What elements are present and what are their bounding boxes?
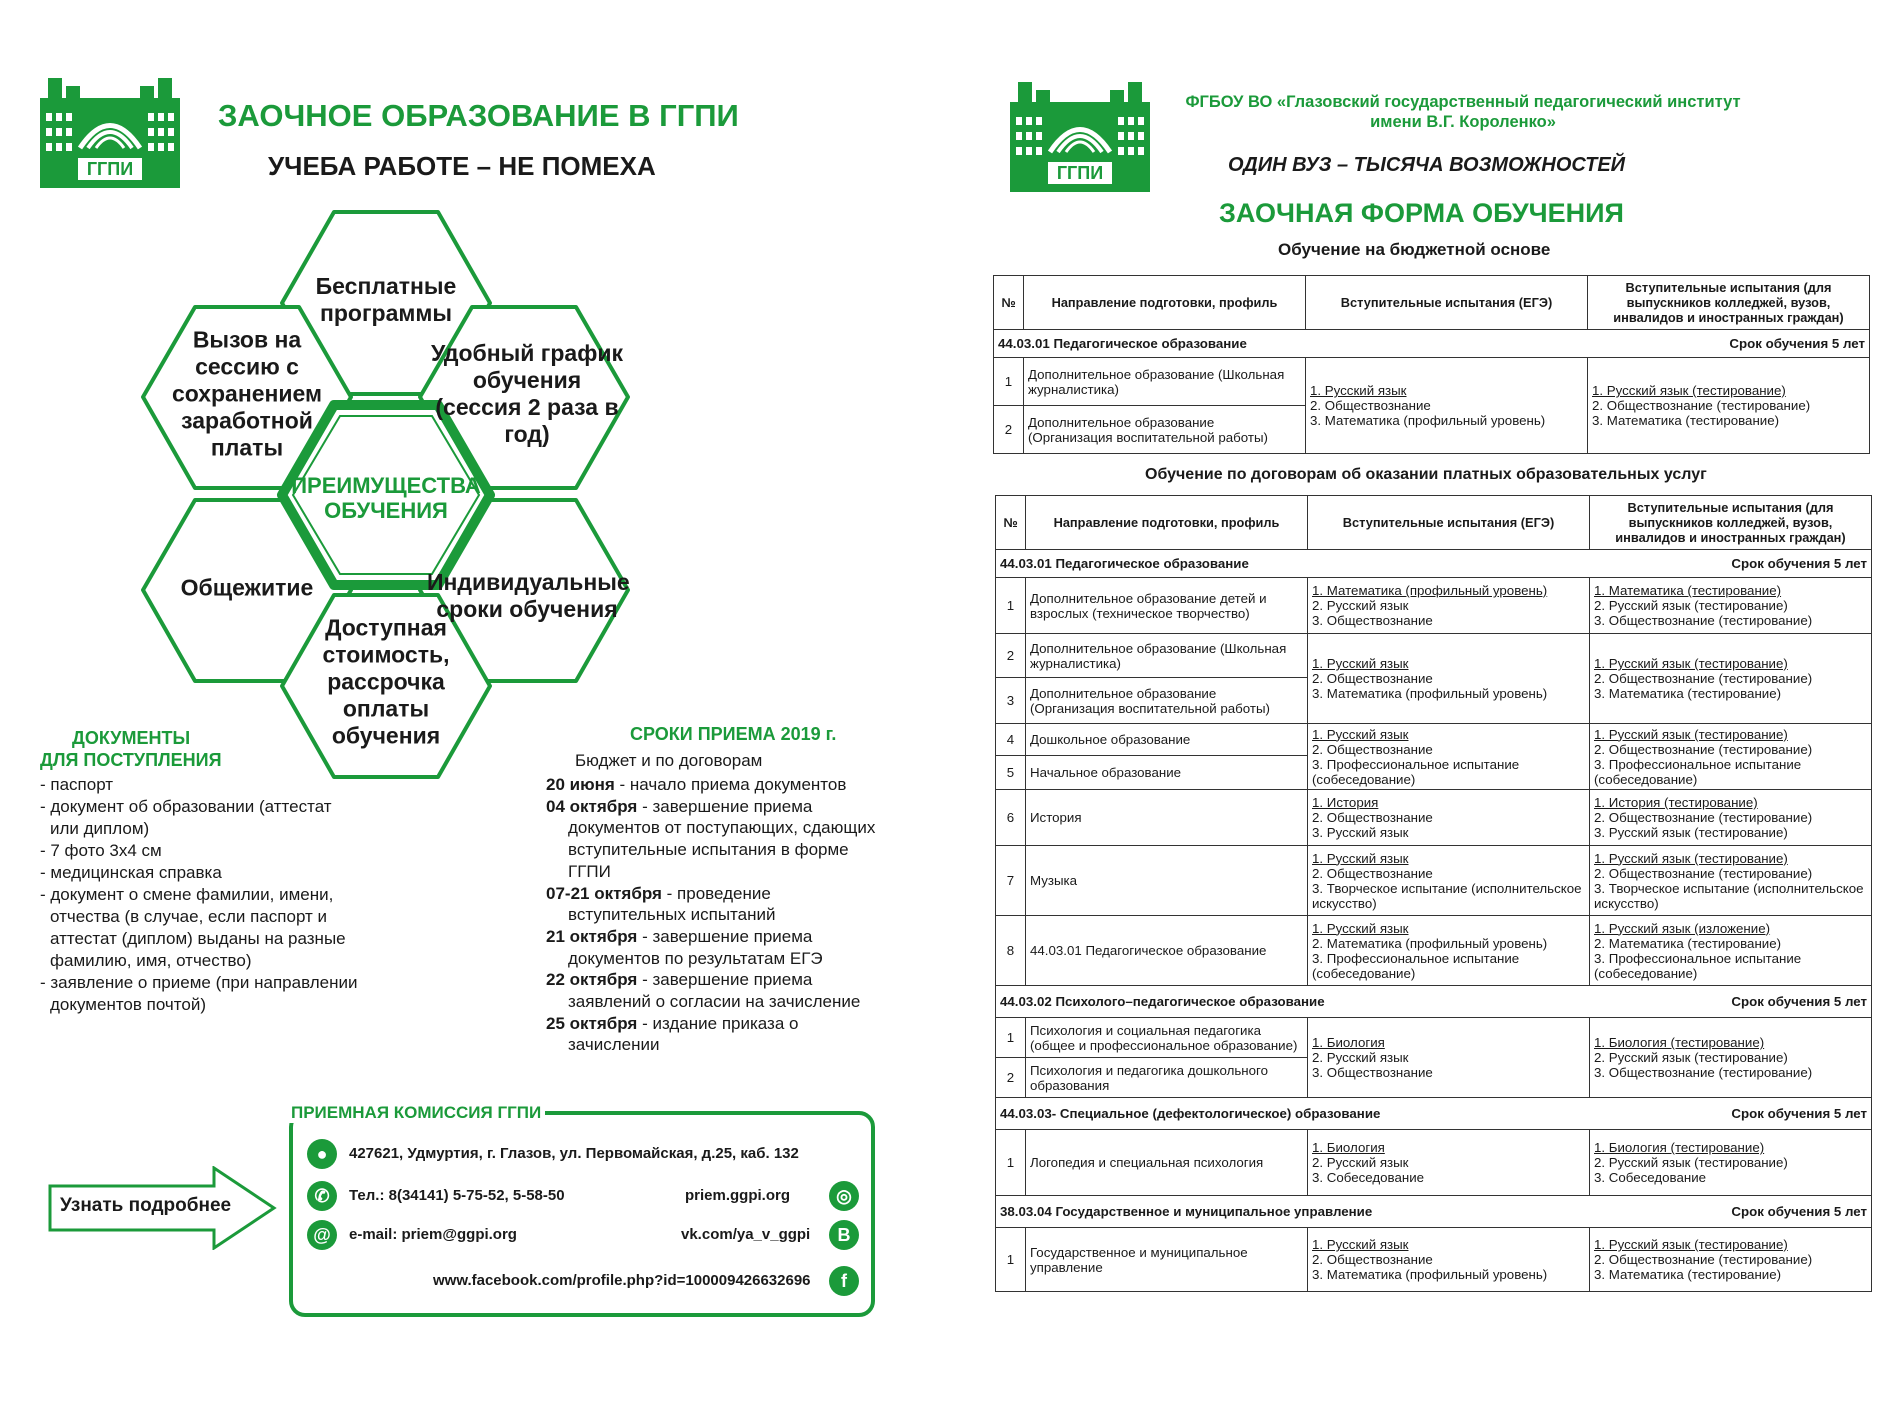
table-group-row: 44.03.02 Психолого–педагогическое образование Срок обучения 5 лет xyxy=(996,986,1872,1018)
admission-terms-title: СРОКИ ПРИЕМА 2019 г. xyxy=(630,724,837,744)
documents-title xyxy=(40,727,222,771)
table-header-row: № Направление подготовки, профиль Вступительные испытания (ЕГЭ) Вступительные испытания (для выпускников колледжей, вузов, инвалидов и иностранных граждан) xyxy=(994,276,1870,330)
advantages-diagram xyxy=(135,200,765,780)
form-title: ЗАОЧНАЯ ФОРМА ОБУЧЕНИЯ xyxy=(1219,198,1624,228)
budget-table xyxy=(993,275,1870,454)
list-item: 25 октября - издание приказа о зачислении xyxy=(546,1013,799,1055)
globe-icon: ◎ xyxy=(829,1181,859,1211)
vk-link[interactable]: vk.com/ya_v_ggpi xyxy=(681,1226,811,1243)
site-link[interactable]: priem.ggpi.org xyxy=(685,1187,790,1204)
vk-icon: B xyxy=(829,1220,859,1250)
hex-lower-left-label: Общежитие xyxy=(180,574,314,601)
table-row: 1 Дополнительное образование (Школьная журналистика) 1. Русский язык 2. Обществознание 3. Математика (профильный уровень) 1. Русский язык (тестирование) 2. Обществознание (тестирование) 3. Математика (тестирование) xyxy=(994,358,1870,406)
page-title: ЗАОЧНОЕ ОБРАЗОВАНИЕ В ГГПИ xyxy=(218,98,739,133)
table-group-row: 44.03.03- Специальное (дефектологическое) образование Срок обучения 5 лет xyxy=(996,1098,1872,1130)
hex-center-label: ПРЕИМУЩЕСТВА ОБУЧЕНИЯ xyxy=(291,473,481,523)
list-item: - паспорт xyxy=(40,775,114,794)
table-row: 2 Дополнительное образование (Школьная журналистика) 1. Русский язык 2. Обществознание 3. Математика (профильный уровень) 1. Русский язык (тестирование) 2. Обществознание (тестирование) 3. Математика (тестирование) xyxy=(996,634,1872,678)
location-pin-icon: ● xyxy=(307,1139,337,1169)
table-row: 1 Психология и социальная педагогика (общее и профессиональное образование) 1. Биология 2. Русский язык 3. Обществознание 1. Биология (тестирование) 2. Русский язык (тестирование) 3. Обществознание (тестирование) xyxy=(996,1018,1872,1058)
institute-name: ФГБОУ ВО «Глазовский государственный педагогический институт имени В.Г. Короленко» xyxy=(1185,93,1741,131)
admission-terms-subtitle: Бюджет и по договорам xyxy=(575,751,763,770)
phone-icon: ✆ xyxy=(307,1181,337,1211)
list-item: - заявление о приеме (при направлении документов почтой) xyxy=(40,973,358,1014)
motto: ОДИН ВУЗ – ТЫСЯЧА ВОЗМОЖНОСТЕЙ xyxy=(1228,154,1626,176)
table-row: 2 Психология и педагогика дошкольного образования xyxy=(996,1058,1872,1098)
list-item: - медицинская справка xyxy=(40,863,222,882)
ggpi-logo-left xyxy=(40,78,180,188)
table-row: 7 Музыка 1. Русский язык 2. Обществознание 3. Творческое испытание (исполнительское искусство) 1. Русский язык (тестирование) 2. Обществознание (тестирование) 3. Творческое испытание (исполнительское искусство) xyxy=(996,846,1872,916)
list-item: 21 октября - завершение приема документов по результатам ЕГЭ xyxy=(546,926,823,968)
list-item: - документ об образовании (аттестат или диплом) xyxy=(40,797,332,838)
table-row: 1 Государственное и муниципальное управление 1. Русский язык 2. Обществознание 3. Математика (профильный уровень) 1. Русский язык (тестирование) 2. Обществознание (тестирование) 3. Математика (тестирование) xyxy=(996,1228,1872,1292)
facebook-link[interactable]: www.facebook.com/profile.php?id=100009426632696 xyxy=(433,1272,811,1289)
table-group-row: 44.03.01 Педагогическое образование Срок обучения 5 лет xyxy=(994,330,1870,358)
table-row: 8 44.03.01 Педагогическое образование 1. Русский язык 2. Математика (профильный уровень) 3. Профессиональное испытание (собеседование) 1. Русский язык (изложение) 2. Математика (тестирование) 3. Профессиональное испытание (собеседование) xyxy=(996,916,1872,986)
hex-upper-right-label: Удобный график обучения (сессия 2 раза в год) xyxy=(431,340,623,447)
paid-title: Обучение по договорам об оказании платных образовательных услуг xyxy=(1145,466,1707,483)
list-item: 07-21 октября - проведение вступительных испытаний xyxy=(546,883,776,925)
table-row: 1 Логопедия и специальная психология 1. Биология 2. Русский язык 3. Собеседование 1. Биология (тестирование) 2. Русский язык (тестирование) 3. Собеседование xyxy=(996,1130,1872,1196)
documents-title-line2: ДЛЯ ПОСТУПЛЕНИЯ xyxy=(40,750,222,770)
email-link[interactable]: e-mail: priem@ggpi.org xyxy=(349,1226,517,1243)
address-text: 427621, Удмуртия, г. Глазов, ул. Первомайская, д.25, каб. 132 xyxy=(349,1145,799,1162)
ggpi-logo-right xyxy=(1010,82,1150,192)
logo-text: ГГПИ xyxy=(1056,163,1104,183)
table-row: 6 История 1. История 2. Обществознание 3. Русский язык 1. История (тестирование) 2. Обществознание (тестирование) 3. Русский язык (тестирование) xyxy=(996,790,1872,846)
logo-text: ГГПИ xyxy=(86,159,134,179)
table-group-row: 44.03.01 Педагогическое образование Срок обучения 5 лет xyxy=(996,550,1872,578)
table-group-row: 38.03.04 Государственное и муниципальное управление Срок обучения 5 лет xyxy=(996,1196,1872,1228)
admission-terms-list xyxy=(546,774,886,1056)
documents-list xyxy=(40,774,360,1016)
list-item: 22 октября - завершение приема заявлений о согласии на зачисление xyxy=(546,970,861,1012)
table-row: 3 Дополнительное образование (Организация воспитательной работы) xyxy=(996,678,1872,724)
table-row: 1 Дополнительное образование детей и взрослых (техническое творчество) 1. Математика (профильный уровень) 2. Русский язык 3. Обществознание 1. Математика (тестирование) 2. Русский язык (тестирование) 3. Обществознание (тестирование) xyxy=(996,578,1872,634)
hex-upper-left-label: Вызов на сессию с сохранением заработной платы xyxy=(171,326,323,461)
hex-lower-right-label: Индивидуальные сроки обучения xyxy=(427,569,630,622)
documents-title-line1: ДОКУМЕНТЫ xyxy=(72,728,191,748)
admissions-title: ПРИЕМНАЯ КОМИССИЯ ГГПИ xyxy=(287,1103,545,1123)
list-item: - 7 фото 3х4 см xyxy=(40,841,162,860)
learn-more-label[interactable]: Узнать подробнее xyxy=(60,1195,232,1216)
facebook-icon: f xyxy=(829,1266,859,1296)
list-item: 20 июня - начало приема документов xyxy=(546,775,847,794)
phone-text: Тел.: 8(34141) 5-75-52, 5-58-50 xyxy=(349,1187,565,1204)
table-row: 2 Дополнительное образование (Организация воспитательной работы) xyxy=(994,406,1870,454)
hex-top-label: Бесплатные программы xyxy=(315,273,457,326)
email-icon: @ xyxy=(307,1220,337,1250)
budget-title: Обучение на бюджетной основе xyxy=(1278,240,1551,259)
list-item: - документ о смене фамилии, имени, отчества (в случае, если паспорт и аттестат (диплом) выданы на разные фамилию, имя, отчество) xyxy=(40,885,346,970)
hex-bottom-label: Доступная стоимость, рассрочка оплаты обучения xyxy=(322,614,450,749)
table-row: 4 Дошкольное образование 1. Русский язык 2. Обществознание 3. Профессиональное испытание (собеседование) 1. Русский язык (тестирование) 2. Обществознание (тестирование) 3. Профессиональное испытание (собеседование) xyxy=(996,724,1872,756)
table-header-row: № Направление подготовки, профиль Вступительные испытания (ЕГЭ) Вступительные испытания (для выпускников колледжей, вузов, инвалидов и иностранных граждан) xyxy=(996,496,1872,550)
list-item: 04 октября - завершение приема документов от поступающих, сдающих вступительные испытания в форме ГГПИ xyxy=(546,796,876,881)
paid-table xyxy=(995,495,1872,1292)
page-subtitle: УЧЕБА РАБОТЕ – НЕ ПОМЕХА xyxy=(268,151,656,181)
contacts-box xyxy=(289,1111,875,1317)
table-row: 5 Начальное образование xyxy=(996,756,1872,790)
